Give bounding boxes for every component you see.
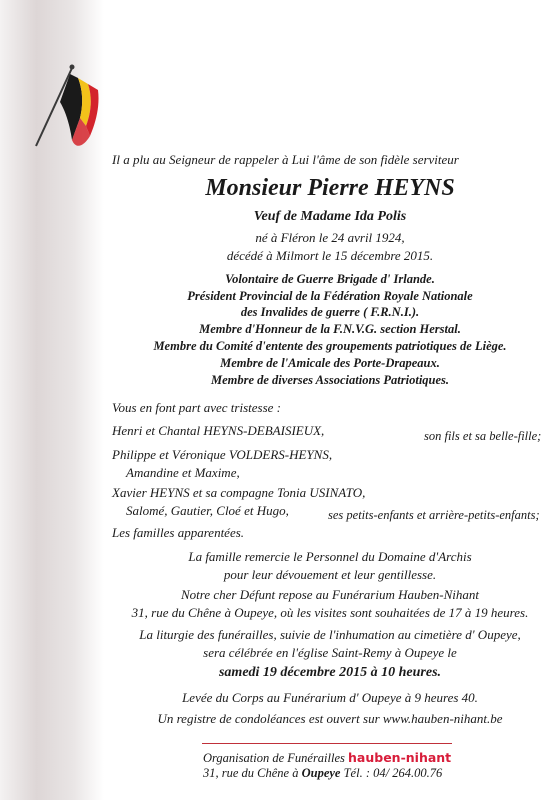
title-line: Membre d'Honneur de la F.N.V.G. section Herstal. <box>199 322 461 336</box>
footer-organisation <box>203 750 451 766</box>
rest-line: 31, rue du Chêne à Oupeye, où les visites sont souhaitées de 17 à 19 heures. <box>131 605 529 620</box>
family-line: Amandine et Maxime, <box>126 465 240 480</box>
deceased-name: Monsieur Pierre HEYNS <box>205 175 455 201</box>
thanks-line: La famille remercie le Personnel du Domaine d'Archis <box>188 549 472 564</box>
thanks-line: pour leur dévouement et leur gentillesse. <box>223 567 437 582</box>
widow-line: Veuf de Madame Ida Polis <box>253 209 407 224</box>
family-line: Xavier HEYNS et sa compagne Tonia USINATO, <box>112 485 366 500</box>
death-line: décédé à Milmort le 15 décembre 2015. <box>226 248 434 263</box>
family-line: Henri et Chantal HEYNS-DEBAISIEUX, <box>112 423 325 438</box>
brand-logo: hauben-nihant <box>348 750 452 765</box>
footer-org-prefix: Organisation de Funérailles <box>203 751 345 765</box>
footer-divider <box>202 743 452 744</box>
sadness-line: Vous en font part avec tristesse : <box>112 400 281 415</box>
register-line: Un registre de condoléances est ouvert sur www.hauben-nihant.be <box>157 711 503 726</box>
intro-text: Il a plu au Seigneur de rappeler à Lui l'âme de son fidèle serviteur <box>112 152 459 167</box>
levee-line: Levée du Corps au Funérarium d' Oupeye à 9 heures 40. <box>182 690 478 705</box>
footer-address-city: Oupeye <box>301 766 341 780</box>
rest-line: Notre cher Défunt repose au Funérarium Hauben-Nihant <box>181 587 479 602</box>
family-line: Salomé, Gautier, Cloé et Hugo, <box>126 503 289 518</box>
family-relation: son fils et sa belle-fille; <box>424 429 542 443</box>
footer-address <box>203 766 442 781</box>
title-line: Membre de diverses Associations Patriotiques. <box>210 373 450 387</box>
ceremony-date: samedi 19 décembre 2015 à 10 heures. <box>218 665 442 680</box>
family-relation: ses petits-enfants et arrière-petits-enfants; <box>328 508 540 522</box>
liturgy-line: sera célébrée en l'église Saint-Remy à Oupeye le <box>203 645 457 660</box>
birth-line: né à Fléron le 24 avril 1924, <box>255 230 405 245</box>
family-line: Philippe et Véronique VOLDERS-HEYNS, <box>112 447 333 462</box>
belgian-flag-icon <box>30 60 110 150</box>
title-line: Volontaire de Guerre Brigade d' Irlande. <box>225 272 435 286</box>
title-line: Membre du Comité d'entente des groupements patriotiques de Liège. <box>153 339 507 353</box>
footer-address-street: 31, rue du Chêne à <box>203 766 299 780</box>
title-line: Membre de l'Amicale des Porte-Drapeaux. <box>220 356 440 370</box>
title-line: des Invalides de guerre ( F.R.N.I.). <box>240 305 420 319</box>
title-line: Président Provincial de la Fédération Royale Nationale <box>187 289 473 303</box>
liturgy-line: La liturgie des funérailles, suivie de l'inhumation au cimetière d' Oupeye, <box>139 627 521 642</box>
footer-phone: Tél. : 04/ 264.00.76 <box>343 766 443 780</box>
family-line: Les familles apparentées. <box>112 525 245 540</box>
